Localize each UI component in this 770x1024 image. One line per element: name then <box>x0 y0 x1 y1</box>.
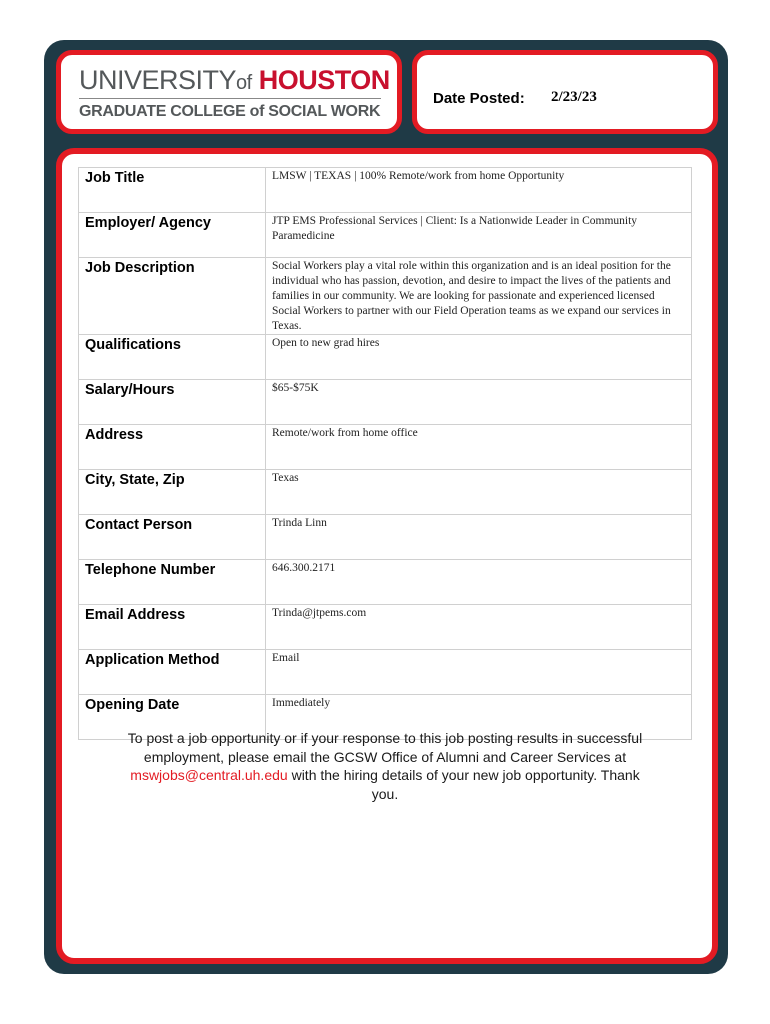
opening-date-value: Immediately <box>266 695 692 740</box>
footer-notice <box>120 729 650 803</box>
table-row <box>79 380 692 425</box>
job-title-label: Job Title <box>79 168 266 213</box>
opening-date-label: Opening Date <box>79 695 266 740</box>
address-value: Remote/work from home office <box>266 425 692 470</box>
address-label: Address <box>79 425 266 470</box>
employer-label: Employer/ Agency <box>79 213 266 258</box>
table-row <box>79 605 692 650</box>
job-description-label: Job Description <box>79 258 266 335</box>
telephone-label: Telephone Number <box>79 560 266 605</box>
contact-person-value: Trinda Linn <box>266 515 692 560</box>
qualifications-label: Qualifications <box>79 335 266 380</box>
logo-college-name: GRADUATE COLLEGE of SOCIAL WORK <box>79 103 381 120</box>
logo-university-name <box>79 65 390 98</box>
email-address-value[interactable]: Trinda@jtpems.com <box>266 605 692 650</box>
city-state-zip-label: City, State, Zip <box>79 470 266 515</box>
logo-word-of: of <box>236 72 252 94</box>
table-row <box>79 213 692 258</box>
employer-value: JTP EMS Professional Services | Client: Is a Nationwide Leader in Community Paramedicine <box>266 213 692 258</box>
footer-text-after: with the hiring details of your new job opportunity. Thank you. <box>287 767 640 802</box>
logo-divider <box>79 98 381 99</box>
table-row <box>79 650 692 695</box>
date-posted-box <box>412 50 718 134</box>
table-row <box>79 425 692 470</box>
job-title-value: LMSW | TEXAS | 100% Remote/work from home Opportunity <box>266 168 692 213</box>
job-details-table <box>78 167 692 740</box>
telephone-value: 646.300.2171 <box>266 560 692 605</box>
salary-value: $65-$75K <box>266 380 692 425</box>
logo-word-university: UNIVERSITY <box>79 65 237 95</box>
application-method-label: Application Method <box>79 650 266 695</box>
university-logo <box>56 50 402 134</box>
application-method-value: Email <box>266 650 692 695</box>
table-row <box>79 515 692 560</box>
logo-word-houston: HOUSTON <box>258 65 390 95</box>
table-row <box>79 560 692 605</box>
salary-label: Salary/Hours <box>79 380 266 425</box>
table-row <box>79 470 692 515</box>
contact-person-label: Contact Person <box>79 515 266 560</box>
email-address-label: Email Address <box>79 605 266 650</box>
date-posted-label: Date Posted: <box>433 90 525 107</box>
date-posted-value: 2/23/23 <box>551 89 597 105</box>
city-state-zip-value: Texas <box>266 470 692 515</box>
qualifications-value: Open to new grad hires <box>266 335 692 380</box>
footer-text-before: To post a job opportunity or if your response to this job posting results in successful employment, please email the GCSW Office of Alumni and Career Services at <box>127 730 643 765</box>
table-row <box>79 258 692 335</box>
job-description-value: Social Workers play a vital role within this organization and is an ideal position for the individual who has passion, devotion, and desire to impact the lives of the patients and families in our community. We are looking for passionate and experienced licensed Social Workers to partner with our Field Operation teams as we expand our services in Texas. <box>266 258 692 335</box>
table-row <box>79 168 692 213</box>
table-row <box>79 335 692 380</box>
footer-email-link[interactable]: mswjobs@central.uh.edu <box>130 767 288 783</box>
